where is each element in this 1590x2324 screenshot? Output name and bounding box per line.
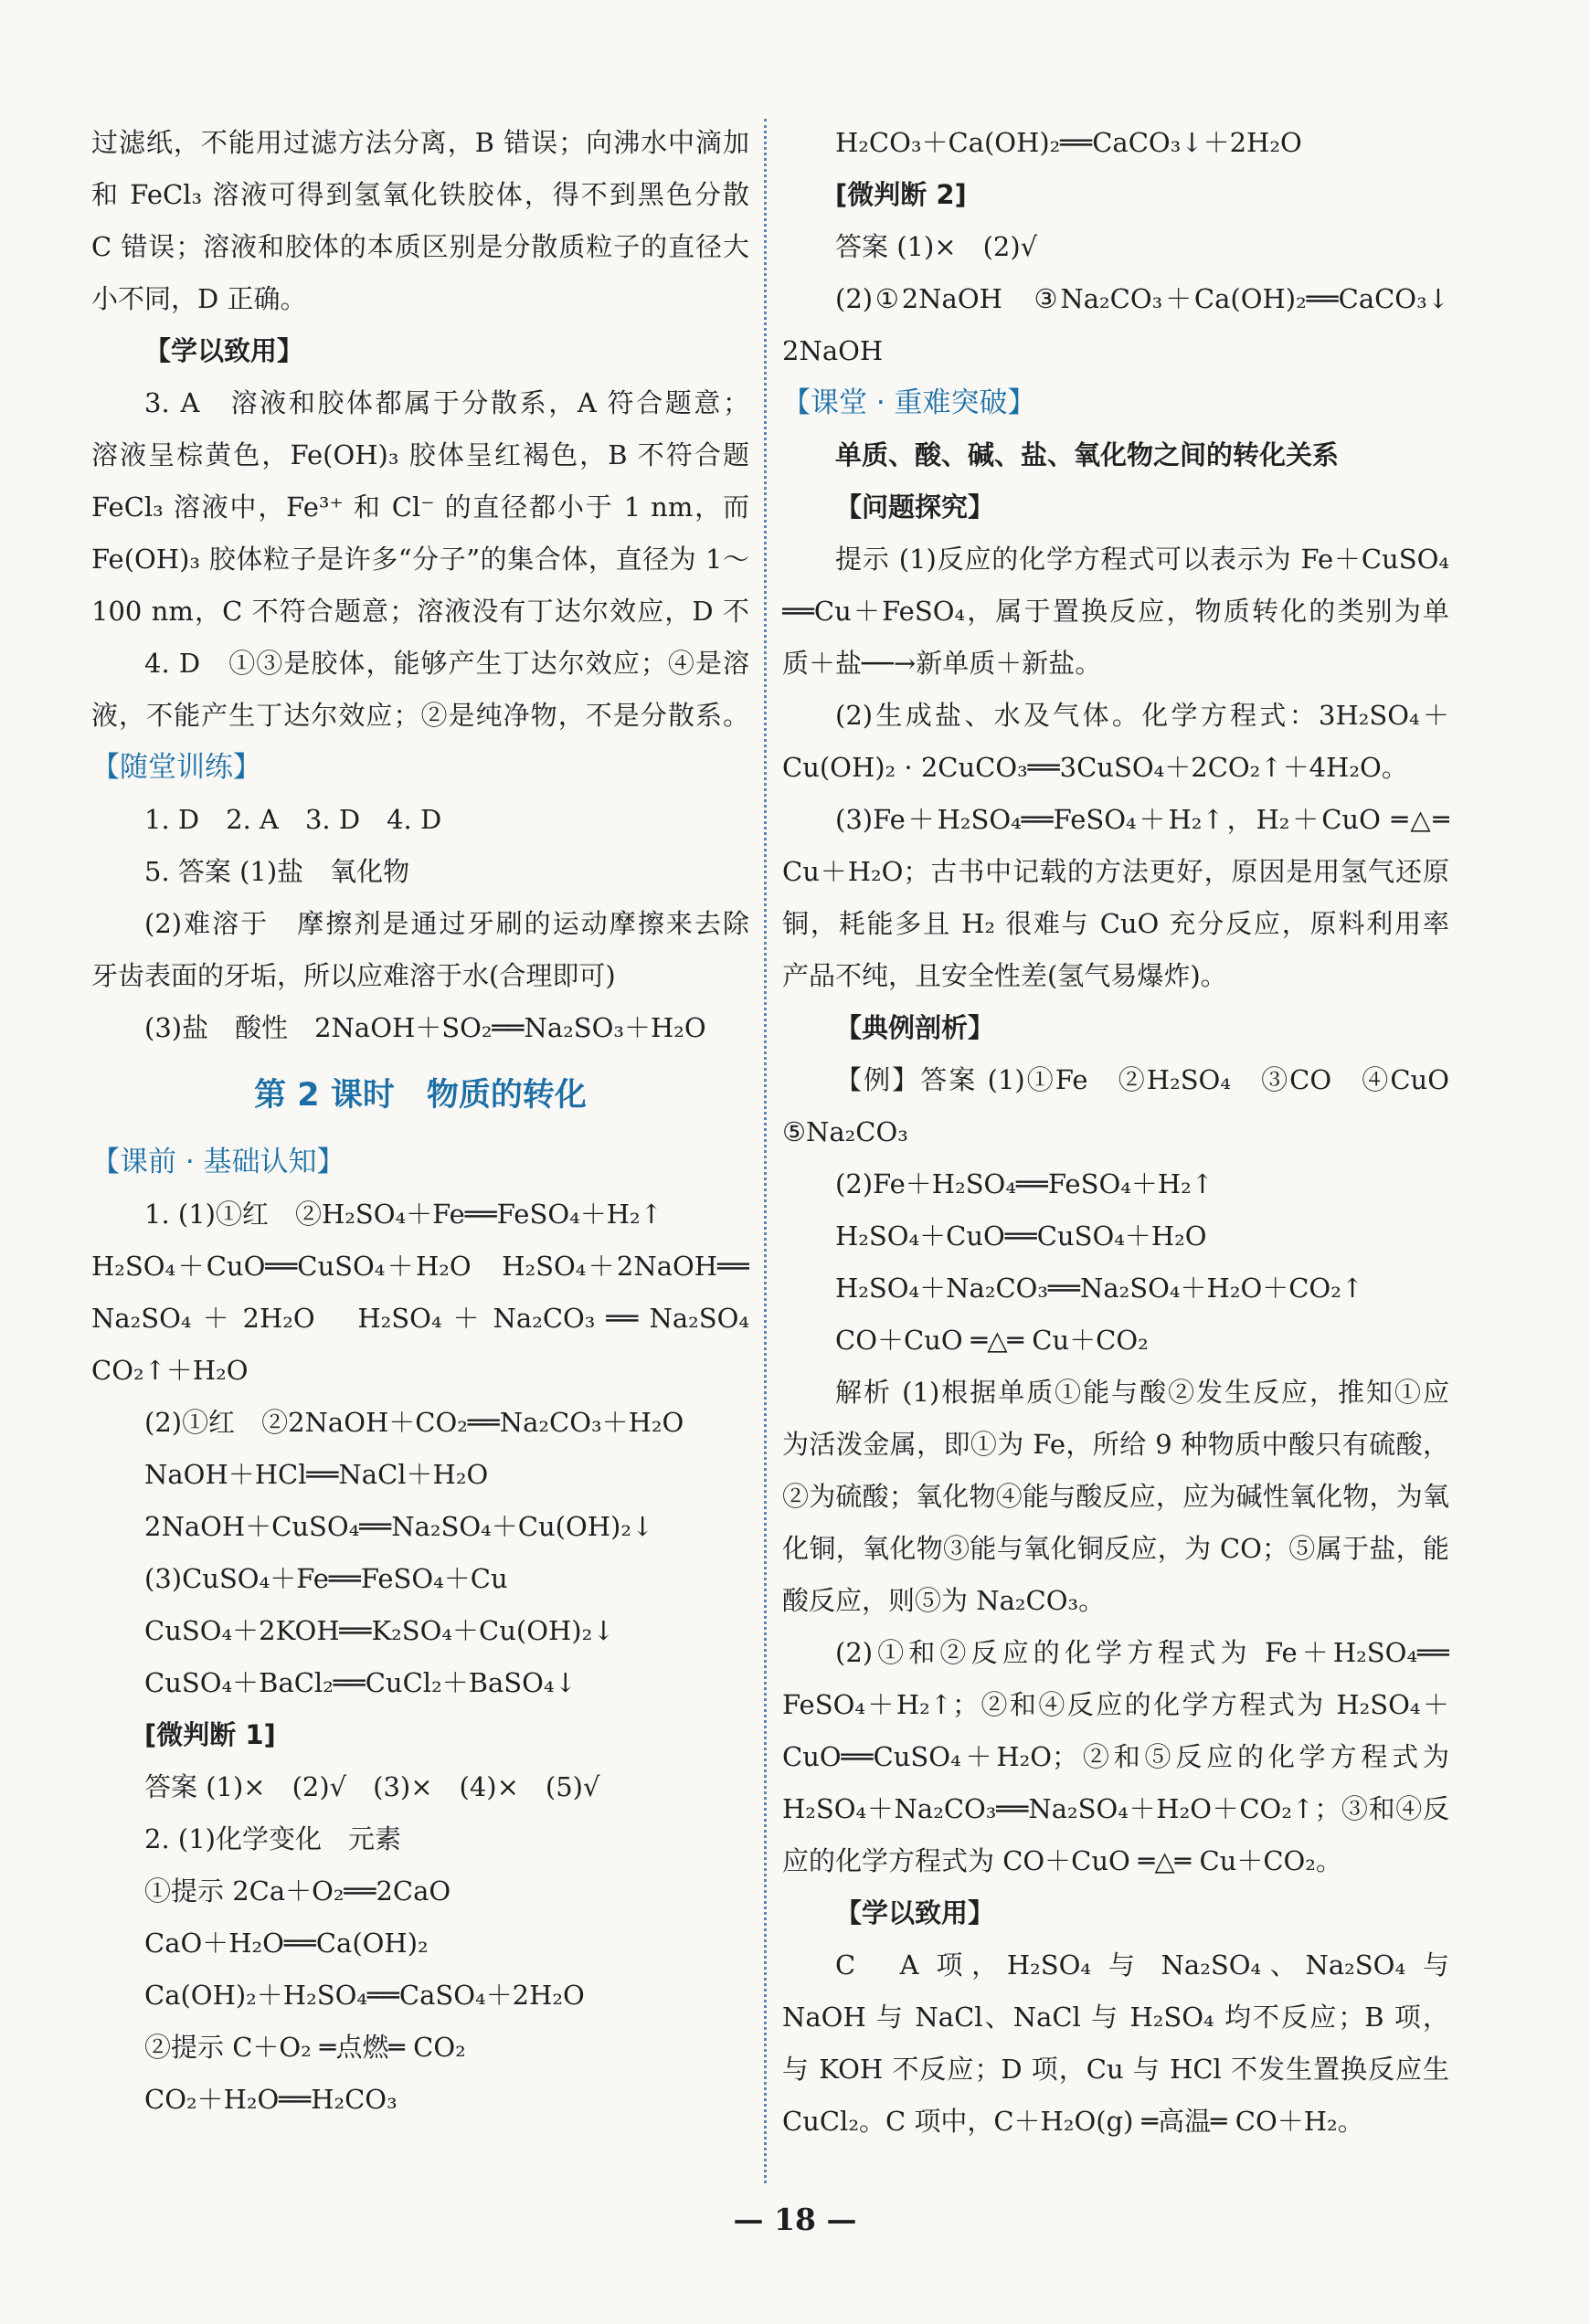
text-line: (2)Fe＋H₂SO₄══FeSO₄＋H₂↑	[835, 1168, 1214, 1199]
section-heading: 【随堂训练】	[91, 751, 261, 784]
text-line: CuSO₄＋BaCl₂══CuCl₂＋BaSO₄↓	[144, 1667, 577, 1698]
text-line: 答案 (1)× (2)√ (3)× (4)× (5)√	[144, 1771, 600, 1802]
text-line: ②为硫酸；氧化物④能与酸反应，应为碱性氧化物，为氧	[782, 1481, 1449, 1512]
text-line: Na₂SO₄ ＋ 2H₂O H₂SO₄ ＋ Na₂CO₃ ══ Na₂SO₄	[91, 1303, 749, 1334]
section-heading: [微判断 1]	[144, 1719, 276, 1750]
text-line: NaOH 与 NaCl、NaCl 与 H₂SO₄ 均不反应；B 项，	[782, 2002, 1449, 2033]
left-column	[91, 117, 749, 2126]
text-line: ⑤Na₂CO₃	[782, 1116, 908, 1147]
text-line: FeSO₄＋H₂↑；②和④反应的化学方程式为 H₂SO₄＋	[782, 1689, 1449, 1720]
text-line: 2NaOH	[782, 335, 884, 366]
text-line: NaOH＋HCl══NaCl＋H₂O	[144, 1459, 489, 1490]
text-line: 【例】答案 (1)①Fe ②H₂SO₄ ③CO ④CuO	[835, 1064, 1449, 1095]
text-line: 牙齿表面的牙垢，所以应难溶于水(合理即可)	[91, 960, 616, 991]
text-line: 液，不能产生丁达尔效应；②是纯净物，不是分散系。	[91, 700, 749, 731]
text-line: CuCl₂。C 项中，C＋H₂O(g) ═高温═ CO＋H₂。	[782, 2106, 1364, 2137]
text-line: 1. (1)①红 ②H₂SO₄＋Fe══FeSO₄＋H₂↑	[144, 1199, 662, 1230]
text-line: H₂SO₄＋Na₂CO₃══Na₂SO₄＋H₂O＋CO₂↑；③和④反	[782, 1793, 1449, 1824]
text-line: CuSO₄＋2KOH══K₂SO₄＋Cu(OH)₂↓	[144, 1615, 615, 1646]
lesson-title: 第 2 课时 物质的转化	[254, 1077, 587, 1114]
text-line: (2)难溶于 摩擦剂是通过牙刷的运动摩擦来去除	[144, 908, 749, 939]
text-line: 解析 (1)根据单质①能与酸②发生反应，推知①应	[835, 1377, 1449, 1408]
text-line: 2NaOH＋CuSO₄══Na₂SO₄＋Cu(OH)₂↓	[144, 1511, 654, 1542]
text-line: 过滤纸，不能用过滤方法分离，B 错误；向沸水中滴加	[91, 127, 749, 158]
text-line: CO₂↑＋H₂O	[91, 1355, 249, 1386]
text-line: (2)生成盐、水及气体。化学方程式：3H₂SO₄＋	[835, 700, 1449, 731]
text-line: Fe(OH)₃ 胶体粒子是许多“分子”的集合体，直径为 1～	[91, 544, 749, 575]
text-line: 4. D ①③是胶体，能够产生丁达尔效应；④是溶	[144, 648, 749, 679]
right-column	[782, 117, 1449, 2148]
text-line: 质＋盐──→新单质＋新盐。	[782, 648, 1102, 679]
text-line: Ca(OH)₂＋H₂SO₄══CaSO₄＋2H₂O	[144, 1980, 585, 2011]
text-line: C A 项，H₂SO₄ 与 Na₂SO₄、Na₂SO₄ 与	[835, 1949, 1449, 1981]
text-line: CaO＋H₂O══Ca(OH)₂	[144, 1928, 429, 1959]
text-line: 化铜，氧化物③能与氧化铜反应，为 CO；⑤属于盐，能	[782, 1533, 1449, 1564]
text-line: CO₂＋H₂O══H₂CO₃	[144, 2084, 398, 2115]
section-heading: 【典例剖析】	[835, 1012, 995, 1043]
text-line: ②提示 C＋O₂ ═点燃═ CO₂	[144, 2032, 466, 2063]
text-line: 溶液呈棕黄色，Fe(OH)₃ 胶体呈红褐色，B 不符合题	[91, 439, 749, 470]
text-line: 5. 答案 (1)盐 氧化物	[144, 856, 410, 887]
text-line: 小不同，D 正确。	[91, 283, 307, 314]
section-heading: [微判断 2]	[835, 179, 967, 210]
text-line: 100 nm，C 不符合题意；溶液没有丁达尔效应，D 不	[91, 596, 749, 627]
text-line: (3)盐 酸性 2NaOH＋SO₂══Na₂SO₃＋H₂O	[144, 1012, 706, 1043]
text-line: FeCl₃ 溶液中，Fe³⁺ 和 Cl⁻ 的直径都小于 1 nm，而	[91, 491, 749, 523]
text-line: H₂CO₃＋Ca(OH)₂══CaCO₃↓＋2H₂O	[835, 127, 1302, 158]
text-line: 应的化学方程式为 CO＋CuO ═△═ Cu＋CO₂。	[782, 1845, 1342, 1876]
text-line: 酸反应，则⑤为 Na₂CO₃。	[782, 1585, 1106, 1616]
text-line: H₂SO₄＋CuO══CuSO₄＋H₂O H₂SO₄＋2NaOH══	[91, 1251, 749, 1282]
text-line: 与 KOH 不反应；D 项，Cu 与 HCl 不发生置换反应生	[782, 2054, 1449, 2085]
text-line: H₂SO₄＋Na₂CO₃══Na₂SO₄＋H₂O＋CO₂↑	[835, 1273, 1364, 1304]
text-line: CO＋CuO ═△═ Cu＋CO₂	[835, 1325, 1149, 1356]
page-number: — 18 —	[733, 2202, 857, 2237]
text-line: (3)Fe＋H₂SO₄══FeSO₄＋H₂↑，H₂＋CuO ═△═	[835, 804, 1449, 835]
text-line: (2)①红 ②2NaOH＋CO₂══Na₂CO₃＋H₂O	[144, 1407, 684, 1438]
text-line: 3. A 溶液和胶体都属于分散系，A 符合题意；	[144, 387, 749, 418]
section-heading: 【课堂 · 重难突破】	[782, 386, 1036, 419]
text-line: ①提示 2Ca＋O₂══2CaO	[144, 1875, 451, 1907]
text-line: C 错误；溶液和胶体的本质区别是分散质粒子的直径大	[91, 231, 749, 262]
text-line: (3)CuSO₄＋Fe══FeSO₄＋Cu	[144, 1563, 508, 1594]
text-line: CuO══CuSO₄＋H₂O；②和⑤反应的化学方程式为	[782, 1741, 1449, 1772]
text-line: 铜，耗能多且 H₂ 很难与 CuO 充分反应，原料利用率	[782, 908, 1449, 939]
section-heading: 【学以致用】	[835, 1897, 995, 1928]
column-divider	[764, 119, 767, 2183]
text-line: 提示 (1)反应的化学方程式可以表示为 Fe＋CuSO₄	[835, 544, 1449, 575]
section-heading: 单质、酸、碱、盐、氧化物之间的转化关系	[835, 439, 1340, 470]
text-line: 答案 (1)× (2)√	[835, 231, 1038, 262]
text-line: 和 FeCl₃ 溶液可得到氢氧化铁胶体，得不到黑色分散	[91, 179, 749, 210]
text-line: (2)①和②反应的化学方程式为 Fe＋H₂SO₄══	[835, 1637, 1449, 1668]
text-line: 产品不纯，且安全性差(氢气易爆炸)。	[782, 960, 1227, 991]
text-line: Cu(OH)₂ · 2CuCO₃══3CuSO₄＋2CO₂↑＋4H₂O。	[782, 752, 1408, 783]
section-heading: 【学以致用】	[144, 335, 304, 366]
text-line: 为活泼金属，即①为 Fe，所给 9 种物质中酸只有硫酸，	[782, 1429, 1449, 1460]
text-line: (2)①2NaOH ③Na₂CO₃＋Ca(OH)₂══CaCO₃↓	[835, 283, 1449, 314]
text-line: Cu＋H₂O；古书中记载的方法更好，原因是用氢气还原	[782, 856, 1449, 887]
section-heading: 【课前 · 基础认知】	[91, 1146, 345, 1178]
text-line: ══Cu＋FeSO₄，属于置换反应，物质转化的类别为单	[782, 596, 1449, 627]
section-heading: 【问题探究】	[835, 491, 995, 523]
text-line: 1. D 2. A 3. D 4. D	[144, 804, 442, 835]
text-line: H₂SO₄＋CuO══CuSO₄＋H₂O	[835, 1220, 1207, 1252]
text-line: 2. (1)化学变化 元素	[144, 1823, 401, 1854]
